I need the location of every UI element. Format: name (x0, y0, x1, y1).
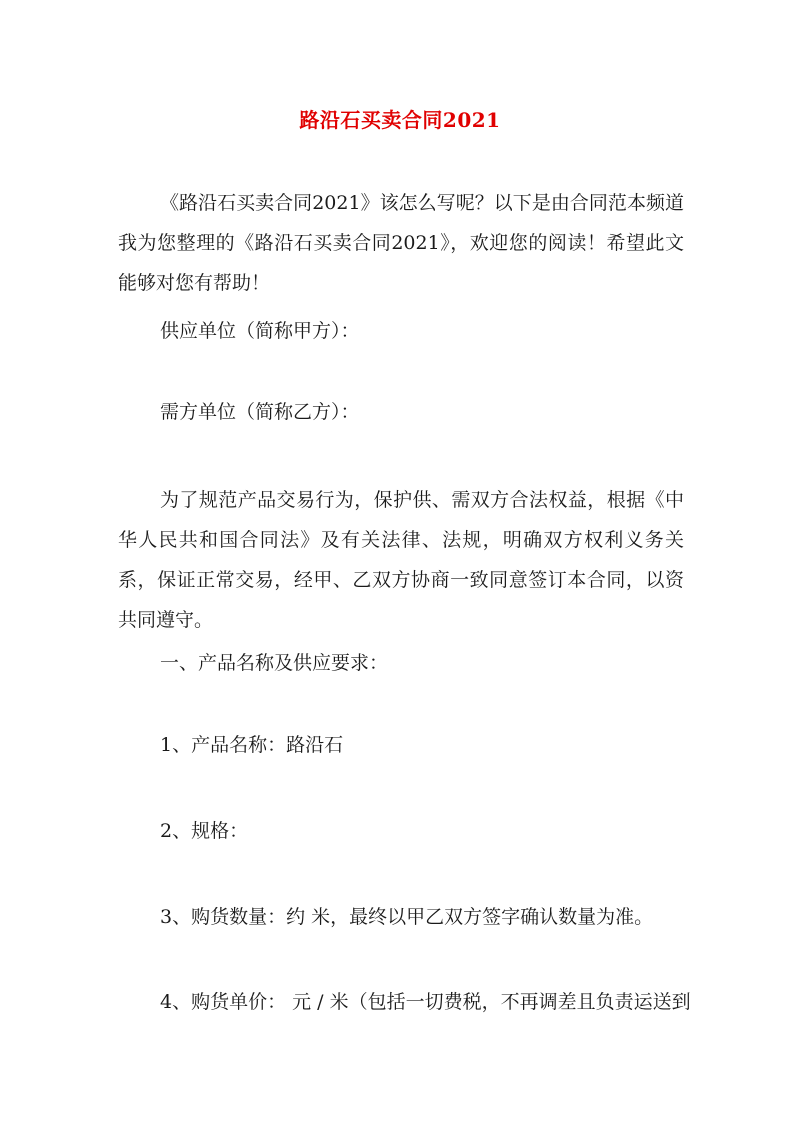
supplier-line: 供应单位（简称甲方）： (160, 320, 360, 342)
item-spec: 2、规格： (160, 820, 249, 842)
item-quantity: 3、购货数量：约 米，最终以甲乙双方签字确认数量为准。 (160, 906, 654, 928)
intro-paragraph: 《路沿石买卖合同2021》该怎么写呢？以下是由合同范本频道我为您整理的《路沿石买卖合同2021》，欢迎您的阅读！希望此文能够对您有帮助！ (118, 192, 684, 294)
purpose-paragraph: 为了规范产品交易行为，保护供、需双方合法权益，根据《中华人民共和国合同法》及有关法律、法规，明确双方权利义务关系，保证正常交易，经甲、乙双方协商一致同意签订本合同，以资共同遵守。 (118, 489, 684, 631)
buyer-line: 需方单位（简称乙方）： (160, 401, 360, 423)
section-heading: 一、产品名称及供应要求： (160, 652, 389, 674)
document-title: 路沿石买卖合同2021 (299, 108, 501, 132)
item-unit-price: 4、购货单价： 元 / 米（包括一切费税，不再调差且负责运送到 (160, 991, 691, 1013)
item-product-name: 1、产品名称：路沿石 (160, 734, 344, 756)
